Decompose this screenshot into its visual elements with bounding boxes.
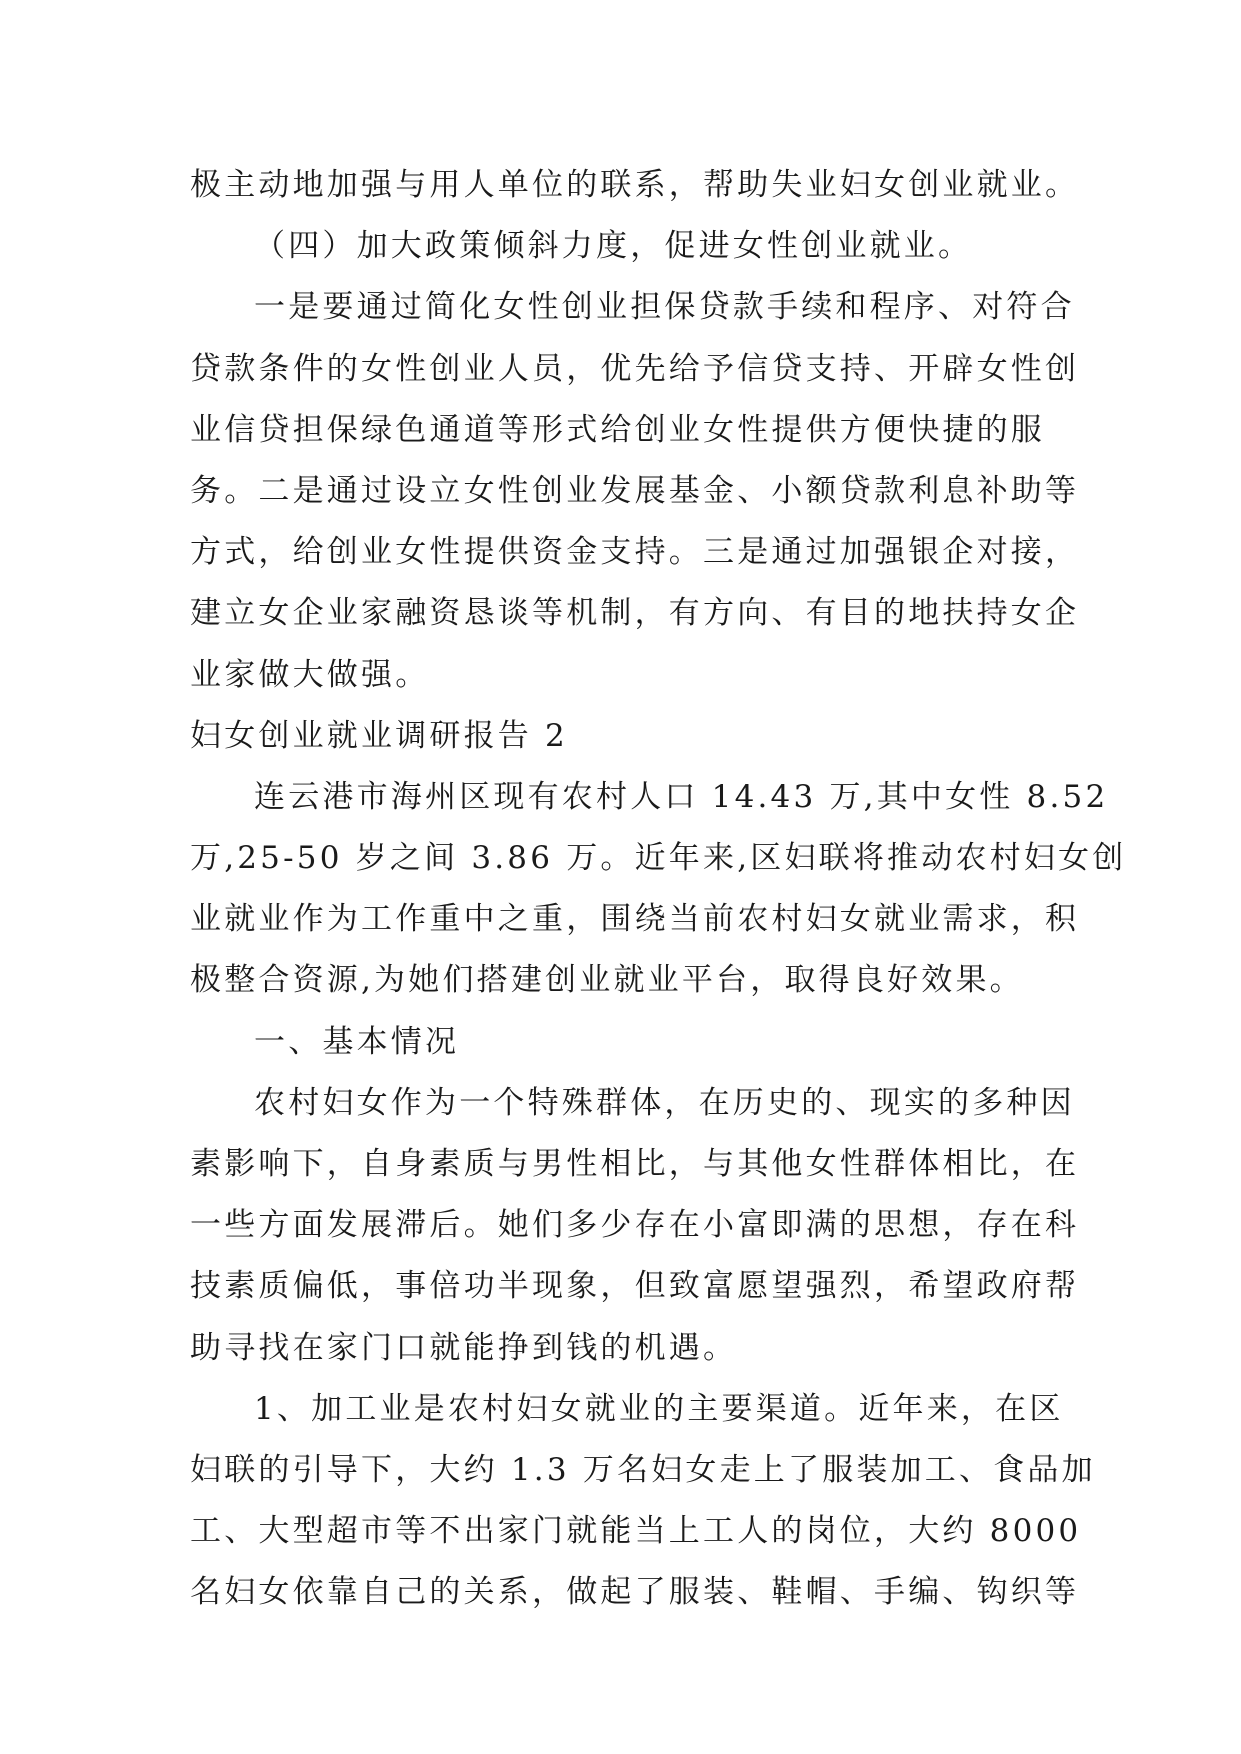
text-line: 素影响下，自身素质与男性相比，与其他女性群体相比，在: [190, 1146, 1080, 1182]
text-line: 工、大型超市等不出家门就能当上工人的岗位，大约 8000: [190, 1513, 1082, 1550]
text-line: 农村妇女作为一个特殊群体，在历史的、现实的多种因: [254, 1084, 1075, 1121]
text-line: 建立女企业家融资恳谈等机制，有方向、有目的地扶持女企: [190, 595, 1080, 632]
text-line: 贷款条件的女性创业人员，优先给予信贷支持、开辟女性创: [190, 350, 1080, 387]
text-line: 业就业作为工作重中之重，围绕当前农村妇女就业需求，积: [190, 901, 1080, 938]
text-line: 助寻找在家门口就能挣到钱的机遇。: [190, 1329, 738, 1366]
text-line: 名妇女依靠自己的关系，做起了服装、鞋帽、手编、钩织等: [190, 1574, 1080, 1611]
text-line: 极主动地加强与用人单位的联系，帮助失业妇女创业就业。: [190, 167, 1080, 203]
text-line: 一、基本情况: [254, 1023, 460, 1060]
text-line: 务。二是通过设立女性创业发展基金、小额贷款利息补助等: [190, 472, 1080, 509]
text-line: 业信贷担保绿色通道等形式给创业女性提供方便快捷的服: [190, 411, 1045, 448]
document-body: [190, 155, 1127, 1624]
text-line: 一些方面发展滞后。她们多少存在小富即满的思想，存在科: [190, 1207, 1080, 1244]
text-line: （四）加大政策倾斜力度，促进女性创业就业。: [254, 228, 973, 265]
text-line: 方式，给创业女性提供资金支持。三是通过加强银企对接，: [190, 534, 1080, 571]
text-line: 技素质偏低，事倍功半现象，但致富愿望强烈，希望政府帮: [190, 1268, 1080, 1305]
text-line: 业家做大做强。: [190, 656, 430, 693]
text-line: 万,25-50 岁之间 3.86 万。近年来,区妇联将推动农村妇女创: [190, 840, 1127, 877]
text-line: 极整合资源,为她们搭建创业就业平台，取得良好效果。: [190, 962, 1024, 999]
text-line: 1、加工业是农村妇女就业的主要渠道。近年来，在区: [254, 1390, 1064, 1427]
text-line: 一是要通过简化女性创业担保贷款手续和程序、对符合: [254, 289, 1075, 326]
text-line: 连云港市海州区现有农村人口 14.43 万,其中女性 8.52: [254, 778, 1109, 815]
text-line: 妇女创业就业调研报告 2: [190, 717, 568, 754]
text-line: 妇联的引导下，大约 1.3 万名妇女走上了服装加工、食品加: [190, 1451, 1096, 1488]
